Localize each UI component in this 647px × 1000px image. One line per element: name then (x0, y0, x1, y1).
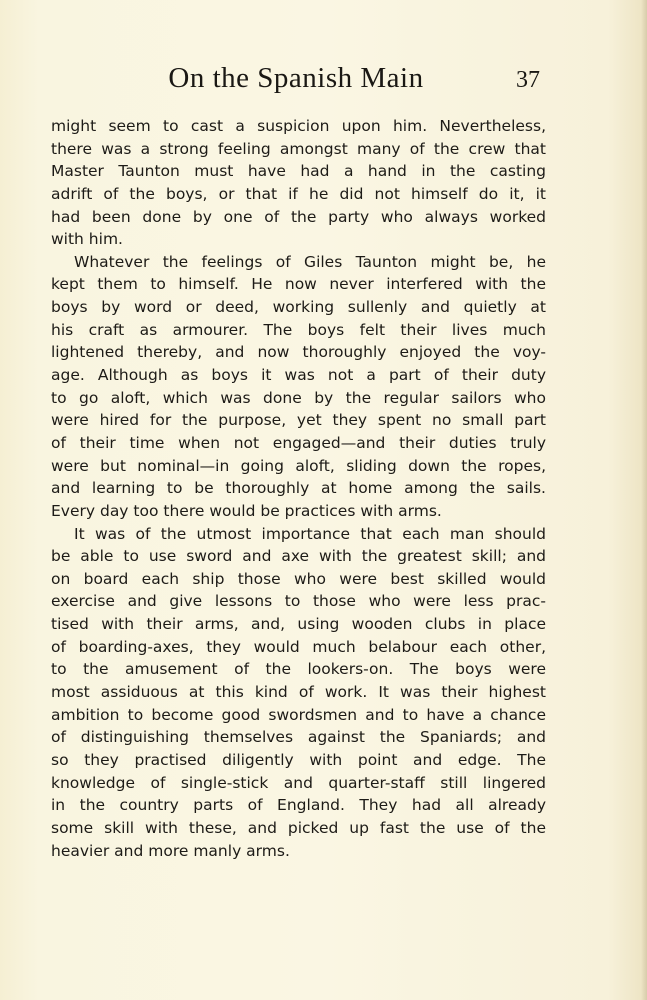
paragraph-end-line: with him. (51, 230, 123, 249)
text-line: knowledge of single-stick and quarter-staff still lingered (51, 773, 546, 792)
body-text (51, 115, 546, 862)
text-line: of distinguishing themselves against the Spaniards; and (51, 728, 546, 747)
text-line: were but nominal—in going aloft, sliding down the ropes, (51, 456, 546, 475)
text-line: of their time when not engaged—and their duties truly (51, 433, 546, 452)
text-line: lightened thereby, and now thoroughly enjoyed the voy- (51, 343, 546, 362)
running-head (0, 62, 647, 102)
text-line: age. Although as boys it was not a part of their duty (51, 366, 546, 385)
paragraph-start-line: Whatever the feelings of Giles Taunton might be, he (74, 252, 546, 271)
paragraph-end-line: heavier and more manly arms. (51, 841, 290, 860)
page-number: 37 (516, 67, 540, 93)
text-line: most assiduous at this kind of work. It was their highest (51, 683, 546, 702)
text-line: ambition to become good swordsmen and to have a chance (51, 705, 546, 724)
text-line: exercise and give lessons to those who were less prac- (51, 592, 546, 611)
text-line: had been done by one of the party who always worked (51, 207, 546, 226)
text-line: there was a strong feeling amongst many of the crew that (51, 139, 546, 158)
page-edge-shadow (641, 0, 647, 1000)
text-line: Master Taunton must have had a hand in the casting (51, 162, 546, 181)
paragraph-end-line: Every day too there would be practices with arms. (51, 501, 442, 520)
text-line: to the amusement of the lookers-on. The boys were (51, 660, 546, 679)
text-line: his craft as armourer. The boys felt their lives much (51, 320, 546, 339)
text-line: some skill with these, and picked up fast the use of the (51, 818, 546, 837)
text-line: of boarding-axes, they would much belabour each other, (51, 637, 546, 656)
text-line: and learning to be thoroughly at home among the sails. (51, 479, 546, 498)
text-line: in the country parts of England. They had all already (51, 796, 546, 815)
text-line: boys by word or deed, working sullenly and quietly at (51, 298, 546, 317)
text-line: tised with their arms, and, using wooden clubs in place (51, 615, 546, 634)
text-line: might seem to cast a suspicion upon him. Nevertheless, (51, 117, 546, 135)
text-line: so they practised diligently with point and edge. The (51, 750, 546, 769)
text-line: be able to use sword and axe with the greatest skill; and (51, 547, 546, 566)
text-line: on board each ship those who were best skilled would (51, 569, 546, 588)
paragraph-start-line: It was of the utmost importance that each man should (74, 524, 546, 543)
text-line: kept them to himself. He now never interfered with the (51, 275, 546, 294)
text-line: adrift of the boys, or that if he did not himself do it, it (51, 184, 546, 203)
running-title: On the Spanish Main (168, 62, 424, 94)
text-line: to go aloft, which was done by the regular sailors who (51, 388, 546, 407)
text-line: were hired for the purpose, yet they spent no small part (51, 411, 546, 430)
